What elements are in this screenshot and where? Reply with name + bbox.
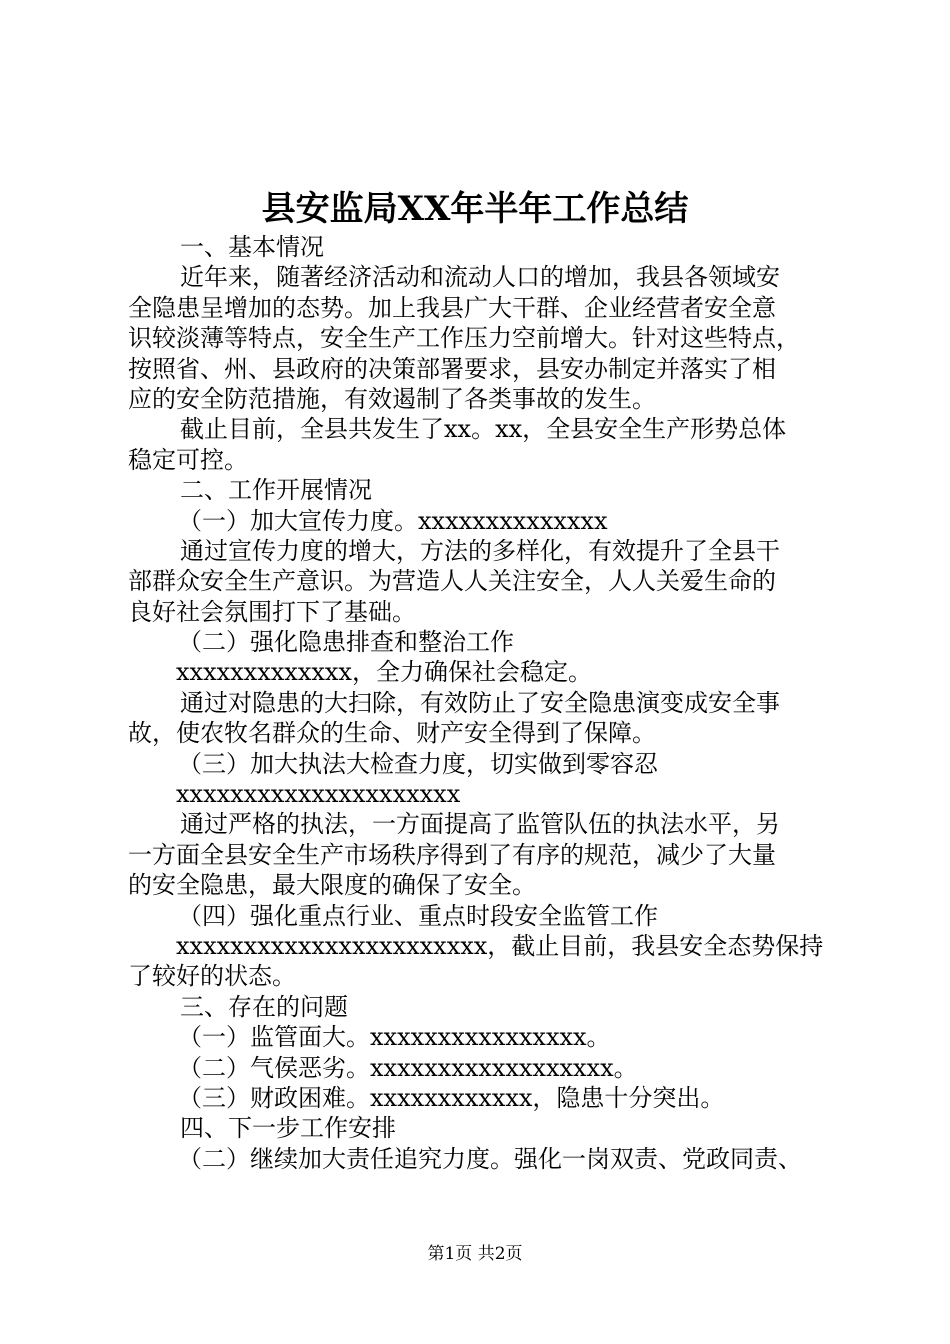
- section-heading-3: 三、存在的问题: [180, 992, 348, 1021]
- paragraph-line: 的安全隐患，最大限度的确保了安全。: [128, 871, 536, 900]
- paragraph-line: 通过严格的执法，一方面提高了监管队伍的执法水平，另: [180, 810, 780, 839]
- document-title: 县安监局XX年半年工作总结: [261, 189, 689, 229]
- subsection-heading: （一）加大宣传力度。xxxxxxxxxxxxxx: [178, 506, 608, 535]
- paragraph-line: 截止目前，全县共发生了xx。xx，全县安全生产形势总体: [180, 415, 787, 444]
- subsection-heading: （三）加大执法大检查力度，切实做到零容忍: [178, 749, 658, 778]
- paragraph-line: 部群众安全生产意识。为营造人人关注安全，人人关爱生命的: [128, 567, 776, 596]
- section-heading-4: 四、下一步工作安排: [180, 1114, 396, 1143]
- paragraph-line: （二）继续加大责任追究力度。强化一岗双责、党政同责、: [178, 1144, 802, 1173]
- paragraph-line: 通过宣传力度的增大，方法的多样化，有效提升了全县干: [180, 536, 780, 565]
- list-item: （一）监管面大。xxxxxxxxxxxxxxxx。: [178, 1023, 611, 1052]
- paragraph-line: 应的安全防范措施，有效遏制了各类事故的发生。: [128, 384, 656, 413]
- paragraph-line: 识较淡薄等特点，安全生产工作压力空前增大。针对这些特点，: [128, 324, 800, 353]
- section-heading-2: 二、工作开展情况: [180, 476, 372, 505]
- paragraph-line: xxxxxxxxxxxxxxxxxxxxxxx，截止目前，我县安全态势保持: [176, 931, 824, 960]
- paragraph-line: 按照省、州、县政府的决策部署要求，县安办制定并落实了相: [128, 354, 776, 383]
- document-body: [128, 232, 840, 1174]
- paragraph-line: 全隐患呈增加的态势。加上我县广大干群、企业经营者安全意: [128, 293, 776, 322]
- subsection-heading: （二）强化隐患排查和整治工作: [178, 628, 514, 657]
- list-item: （二）气侯恶劣。xxxxxxxxxxxxxxxxxx。: [178, 1053, 638, 1082]
- page-number: 第1页 共2页: [427, 1244, 523, 1264]
- paragraph-line: 故，使农牧名群众的生命、财产安全得到了保障。: [128, 719, 656, 748]
- paragraph-line: 良好社会氛围打下了基础。: [128, 597, 416, 626]
- paragraph-line: xxxxxxxxxxxxx，全力确保社会稳定。: [176, 658, 592, 687]
- paragraph-line: 稳定可控。: [128, 445, 248, 474]
- paragraph-line: 近年来，随著经济活动和流动人口的增加，我县各领域安: [180, 263, 780, 292]
- subsection-heading: （四）强化重点行业、重点时段安全监管工作: [178, 901, 658, 930]
- paragraph-line: 了较好的状态。: [128, 962, 296, 991]
- section-heading-1: 一、基本情况: [180, 233, 324, 261]
- list-item: （三）财政困难。xxxxxxxxxxxx，隐患十分突出。: [178, 1083, 725, 1112]
- paragraph-line: xxxxxxxxxxxxxxxxxxxxx: [176, 780, 461, 809]
- paragraph-line: 一方面全县安全生产市场秩序得到了有序的规范，减少了大量: [128, 840, 776, 869]
- paragraph-line: 通过对隐患的大扫除，有效防止了安全隐患演变成安全事: [180, 688, 780, 717]
